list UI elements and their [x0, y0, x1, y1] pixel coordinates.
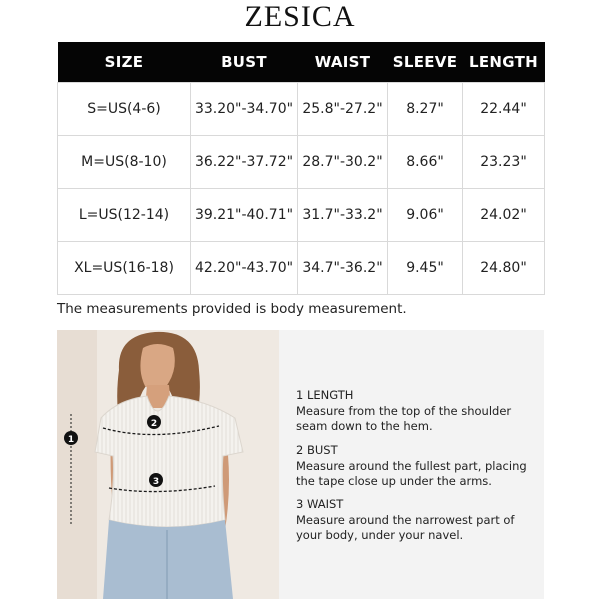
- cell-size: M=US(8-10): [58, 136, 191, 189]
- table-row: [58, 242, 545, 295]
- instruction-text: Measure from the top of the shoulder seam down to the hem.: [296, 404, 512, 433]
- header-waist: WAIST: [298, 42, 388, 83]
- cell-size: XL=US(16-18): [58, 242, 191, 295]
- cell-length: 22.44": [463, 83, 545, 136]
- cell-bust: 33.20"-34.70": [191, 83, 298, 136]
- cell-waist: 28.7"-30.2": [298, 136, 388, 189]
- measurement-instructions-panel: [279, 330, 544, 599]
- cell-bust: 39.21"-40.71": [191, 189, 298, 242]
- wall-shade: [57, 330, 97, 599]
- model-illustration: [57, 330, 279, 599]
- table-header-row: [58, 42, 545, 83]
- cell-length: 23.23": [463, 136, 545, 189]
- table-row: [58, 136, 545, 189]
- instruction-text: Measure around the narrowest part of your body, under your navel.: [296, 513, 515, 542]
- measurement-note: The measurements provided is body measurement.: [57, 301, 407, 317]
- instruction-title: 3 WAIST: [296, 497, 344, 511]
- waist-marker: [149, 473, 163, 487]
- size-chart-table: [57, 42, 545, 295]
- header-size: SIZE: [58, 42, 191, 83]
- instruction-title: 1 LENGTH: [296, 388, 354, 402]
- cell-size: S=US(4-6): [58, 83, 191, 136]
- model-photo: [57, 330, 279, 599]
- waist-marker-label: 3: [152, 477, 160, 487]
- header-length: LENGTH: [463, 42, 545, 83]
- header-sleeve: SLEEVE: [388, 42, 463, 83]
- jeans: [103, 520, 233, 599]
- cell-sleeve: 8.27": [388, 83, 463, 136]
- cell-waist: 31.7"-33.2": [298, 189, 388, 242]
- brand-logo: ZESICA: [244, 0, 356, 33]
- ribbed-top: [95, 396, 243, 527]
- cell-waist: 25.8"-27.2": [298, 83, 388, 136]
- cell-size: L=US(12-14): [58, 189, 191, 242]
- cell-bust: 42.20"-43.70": [191, 242, 298, 295]
- cell-sleeve: 8.66": [388, 136, 463, 189]
- instruction-text: Measure around the fullest part, placing the tape close up under the arms.: [296, 459, 527, 488]
- cell-bust: 36.22"-37.72": [191, 136, 298, 189]
- cell-sleeve: 9.06": [388, 189, 463, 242]
- instruction-length: [296, 388, 536, 434]
- cell-sleeve: 9.45": [388, 242, 463, 295]
- bust-marker-label: 2: [150, 419, 158, 429]
- header-bust: BUST: [191, 42, 298, 83]
- cell-waist: 34.7"-36.2": [298, 242, 388, 295]
- instruction-waist: [296, 497, 536, 543]
- length-marker: [64, 431, 78, 445]
- instruction-title: 2 BUST: [296, 443, 338, 457]
- table-row: [58, 189, 545, 242]
- instruction-bust: [296, 443, 536, 489]
- cell-length: 24.02": [463, 189, 545, 242]
- table-row: [58, 83, 545, 136]
- cell-length: 24.80": [463, 242, 545, 295]
- length-marker-label: 1: [67, 435, 75, 445]
- bust-marker: [147, 415, 161, 429]
